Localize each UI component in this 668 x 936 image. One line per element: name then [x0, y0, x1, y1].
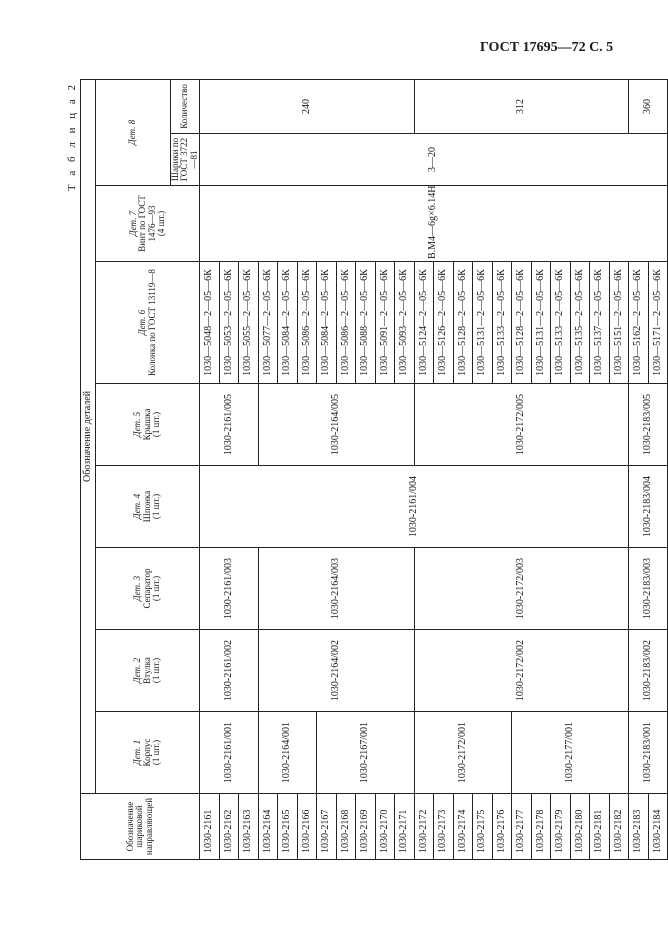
det5-name: Крышка	[141, 408, 152, 441]
designation-cell: 1030-2172	[414, 794, 434, 860]
c6-cell: 1030—5055—2—05—6К	[239, 262, 259, 384]
det3-header	[96, 548, 200, 630]
c6-cell: 1030—5093—2—05—6К	[395, 262, 415, 384]
c6-cell: 1030—5077—2—05—6К	[258, 262, 278, 384]
designation-cell: 1030-2182	[609, 794, 629, 860]
c5-cell: 1030-2164/005	[258, 384, 414, 466]
det4-name: Шпонка	[141, 490, 152, 523]
designation-cell: 1030-2183	[629, 794, 649, 860]
designation-cell: 1030-2168	[336, 794, 356, 860]
c7-cell: В.М4—6g×6.14Н	[200, 186, 668, 262]
table-body	[200, 79, 668, 859]
c6-cell: 1030—5086—2—05—6К	[336, 262, 356, 384]
det2-qty: (1 шт.)	[151, 657, 162, 684]
det2-name: Втулка	[141, 657, 152, 684]
c6-cell: 1030—5088—2—05—6К	[356, 262, 376, 384]
c2-cell: 1030-2161/002	[200, 630, 259, 712]
table-caption: Т а б л и ц а 2	[66, 82, 78, 192]
designation-cell: 1030-2166	[297, 794, 317, 860]
det7-qty: (4 шт.)	[155, 210, 166, 237]
c5-cell: 1030-2161/005	[200, 384, 259, 466]
rotated-table-area	[66, 80, 663, 860]
c8b-cell: 240	[200, 79, 415, 133]
c6-cell: 1030—5131—2—05—6К	[473, 262, 493, 384]
c1-cell: 1030-2161/001	[200, 712, 259, 794]
designation-header: Обозначение шариковой направляющей	[81, 794, 200, 860]
c8b-cell: 360	[629, 79, 668, 133]
table-row	[200, 79, 220, 859]
c6-cell: 1030—5162—2—05—6К	[629, 262, 649, 384]
c8b-cell: 312	[414, 79, 629, 133]
c6-cell: 1030—5084—2—05—6К	[278, 262, 298, 384]
c6-cell: 1030—5126—2—05—6К	[434, 262, 454, 384]
designation-cell: 1030-2175	[473, 794, 493, 860]
det3-name: Сепаратор	[141, 568, 152, 609]
det7-num: Дет. 7	[127, 210, 138, 237]
c6-cell: 1030—5128—2—05—6К	[453, 262, 473, 384]
det3-qty: (1 шт.)	[151, 575, 162, 602]
c5-cell: 1030-2183/005	[629, 384, 668, 466]
det2-num: Дет. 2	[132, 657, 143, 684]
det6-name: Колонка по ГОСТ 13119—8	[146, 269, 157, 376]
designation-cell: 1030-2184	[648, 794, 668, 860]
det6-num: Дет. 6	[137, 309, 148, 336]
designation-cell: 1030-2170	[375, 794, 395, 860]
designation-cell: 1030-2163	[239, 794, 259, 860]
c1-cell: 1030-2172/001	[414, 712, 512, 794]
designation-cell: 1030-2178	[531, 794, 551, 860]
c8a-cell: 3—20	[200, 134, 668, 186]
c6-cell: 1030—5131—2—05—6К	[531, 262, 551, 384]
c6-cell: 1030—5135—2—05—6К	[570, 262, 590, 384]
c6-cell: 1030—5053—2—05—6К	[219, 262, 239, 384]
designation-cell: 1030-2181	[590, 794, 610, 860]
det1-num: Дет. 1	[132, 739, 143, 766]
c6-cell: 1030—5091—2—05—6К	[375, 262, 395, 384]
c2-cell: 1030-2164/002	[258, 630, 414, 712]
det6-header	[96, 262, 200, 384]
c3-cell: 1030-2172/003	[414, 548, 629, 630]
c2-cell: 1030-2183/002	[629, 630, 668, 712]
c1-cell: 1030-2183/001	[629, 712, 668, 794]
det5-num: Дет. 5	[132, 411, 143, 438]
designation-cell: 1030-2162	[219, 794, 239, 860]
det5-qty: (1 шт.)	[151, 411, 162, 438]
c6-cell: 1030—5133—2—05—6К	[492, 262, 512, 384]
designation-cell: 1030-2179	[551, 794, 571, 860]
c6-cell: 1030—5171—2—05—6К	[648, 262, 668, 384]
det2-header	[96, 630, 200, 712]
group-header: Обозначение деталей	[81, 79, 96, 793]
c5-cell: 1030-2172/005	[414, 384, 629, 466]
designation-cell: 1030-2169	[356, 794, 376, 860]
det7-header	[96, 186, 200, 262]
c3-cell: 1030-2164/003	[258, 548, 414, 630]
det1-header	[96, 712, 200, 794]
det1-qty: (1 шт.)	[151, 739, 162, 766]
det8b-header: Количество	[170, 79, 199, 133]
det4-qty: (1 шт.)	[151, 493, 162, 520]
c6-cell: 1030—5128—2—05—6К	[512, 262, 532, 384]
designation-cell: 1030-2161	[200, 794, 220, 860]
c6-cell: 1030—5151—2—05—6К	[609, 262, 629, 384]
det4-header	[96, 466, 200, 548]
c3-cell: 1030-2183/003	[629, 548, 668, 630]
det1-name: Корпус	[141, 738, 152, 767]
c1-cell: 1030-2177/001	[512, 712, 629, 794]
designation-cell: 1030-2171	[395, 794, 415, 860]
det8-header: Дет. 8	[96, 79, 171, 185]
c6-cell: 1030—5048—2—05—6К	[200, 262, 220, 384]
c1-cell: 1030-2167/001	[317, 712, 415, 794]
designation-cell: 1030-2177	[512, 794, 532, 860]
c6-cell: 1030—5086—2—05—6К	[297, 262, 317, 384]
det3-num: Дет. 3	[132, 575, 143, 602]
parts-table	[80, 79, 668, 860]
c6-cell: 1030—5133—2—05—6К	[551, 262, 571, 384]
c1-cell: 1030-2164/001	[258, 712, 317, 794]
c3-cell: 1030-2161/003	[200, 548, 259, 630]
det5-header	[96, 384, 200, 466]
designation-cell: 1030-2176	[492, 794, 512, 860]
c4-cell: 1030-2161/004	[200, 466, 629, 548]
c2-cell: 1030-2172/002	[414, 630, 629, 712]
designation-cell: 1030-2180	[570, 794, 590, 860]
designation-cell: 1030-2167	[317, 794, 337, 860]
designation-cell: 1030-2164	[258, 794, 278, 860]
designation-cell: 1030-2173	[434, 794, 454, 860]
c4-cell: 1030-2183/004	[629, 466, 668, 548]
c6-cell: 1030—5137—2—05—6К	[590, 262, 610, 384]
c6-cell: 1030—5084—2—05—6К	[317, 262, 337, 384]
designation-cell: 1030-2174	[453, 794, 473, 860]
det4-num: Дет. 4	[132, 493, 143, 520]
c6-cell: 1030—5124—2—05—6К	[414, 262, 434, 384]
page-header: ГОСТ 17695—72 С. 5	[480, 40, 614, 55]
det8a-header: Шарики по ГОСТ 3722—81	[170, 134, 199, 186]
designation-cell: 1030-2165	[278, 794, 298, 860]
det7-name: Винт по ГОСТ 1476—93	[137, 195, 157, 252]
